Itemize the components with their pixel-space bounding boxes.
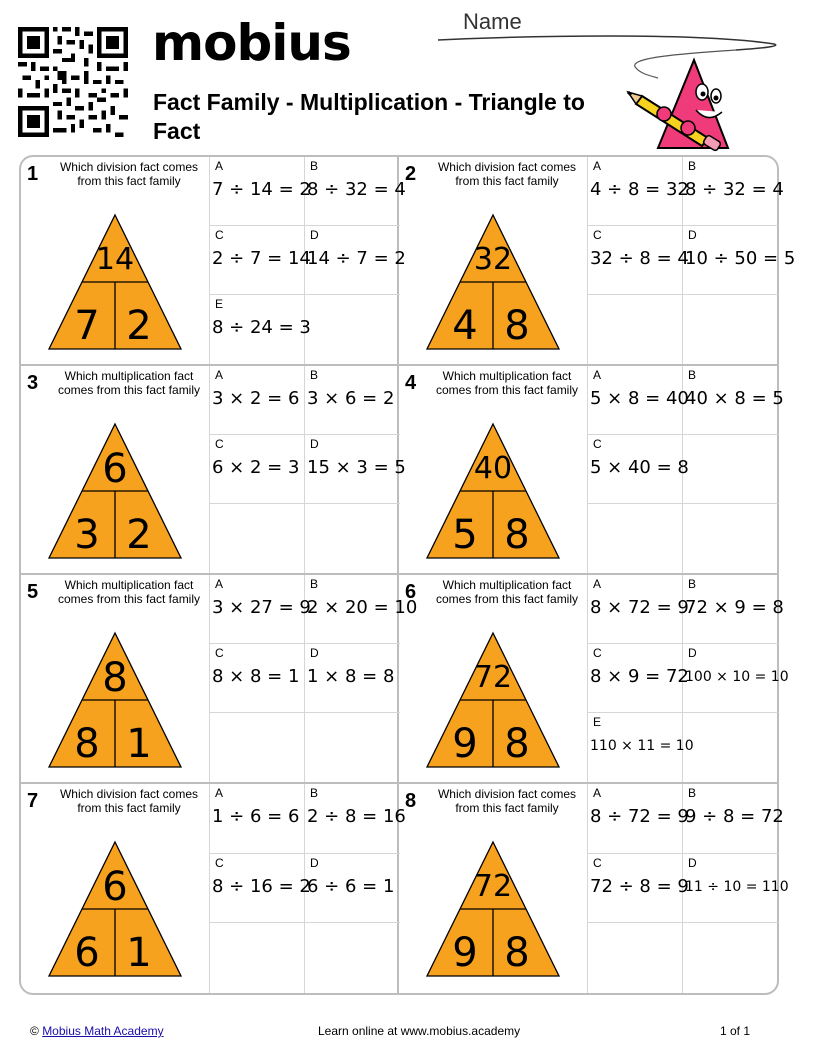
option-letter: B	[310, 786, 319, 800]
triangle-left-number: 9	[452, 721, 478, 767]
triangle-right-number: 2	[126, 512, 152, 558]
question-number: 8	[405, 790, 417, 812]
option-letter: C	[215, 855, 224, 870]
question-cell	[21, 157, 406, 366]
question-cell	[21, 575, 418, 784]
answer-option[interactable]	[683, 366, 784, 435]
question-prompt: Which division fact comes from this fact family	[437, 787, 577, 815]
option-equation: 8 × 9 = 72	[590, 666, 689, 687]
copyright-symbol: ©	[30, 1024, 39, 1038]
option-equation: 2 ÷ 7 = 14	[212, 248, 311, 269]
empty-option-slot	[210, 504, 305, 573]
option-letter: A	[215, 159, 224, 173]
option-letter: D	[688, 228, 697, 242]
option-letter: D	[310, 646, 319, 660]
answer-option[interactable]	[588, 644, 689, 713]
qr-code	[18, 27, 128, 137]
mascot-illustration	[612, 40, 742, 160]
option-equation: 3 × 2 = 6	[212, 388, 300, 409]
answer-option[interactable]	[210, 435, 305, 504]
question-cell	[399, 366, 784, 575]
option-letter: C	[215, 437, 224, 451]
triangle-right-number: 1	[126, 721, 152, 767]
question-prompt: Which division fact comes from this fact family	[59, 160, 199, 188]
option-letter: C	[215, 646, 224, 660]
option-equation: 8 × 8 = 1	[212, 666, 300, 687]
question-cell	[399, 157, 796, 366]
answer-options	[587, 366, 784, 573]
question-number: 7	[27, 790, 39, 812]
triangle-left-number: 6	[74, 930, 100, 976]
option-equation: 32 ÷ 8 = 4	[590, 248, 689, 269]
triangle-left-number: 7	[74, 303, 100, 349]
triangle-top-number: 8	[102, 655, 128, 701]
option-letter: A	[593, 786, 602, 800]
answer-option[interactable]	[683, 854, 789, 924]
answer-option[interactable]	[588, 366, 689, 435]
triangle-top-number: 6	[102, 446, 128, 492]
option-equation: 9 ÷ 8 = 72	[685, 806, 784, 827]
answer-option[interactable]	[210, 226, 311, 295]
option-letter: A	[593, 368, 602, 382]
answer-option[interactable]	[588, 854, 689, 924]
option-equation: 8 ÷ 32 = 4	[685, 179, 784, 200]
answer-options	[209, 366, 406, 573]
question-number: 3	[27, 372, 39, 394]
learn-online-text: Learn online at www.mobius.academy	[318, 1024, 521, 1038]
option-equation: 110 × 11 = 10	[590, 738, 694, 754]
fact-family-triangle	[47, 840, 183, 978]
answer-option[interactable]	[305, 575, 418, 644]
triangle-left-number: 4	[452, 303, 478, 349]
option-equation: 1 × 8 = 8	[307, 666, 395, 687]
answer-option[interactable]	[210, 854, 311, 924]
empty-option-slot	[305, 923, 400, 993]
empty-option-slot	[210, 713, 305, 782]
option-letter: D	[688, 855, 697, 870]
empty-option-slot	[683, 713, 778, 782]
triangle-top-number: 32	[473, 242, 513, 277]
answer-option[interactable]	[588, 575, 689, 644]
answer-option[interactable]	[588, 435, 689, 504]
answer-option[interactable]	[210, 366, 305, 435]
answer-option[interactable]	[588, 713, 694, 782]
option-equation: 8 ÷ 16 = 2	[212, 875, 311, 897]
option-letter: E	[593, 715, 602, 729]
answer-option[interactable]	[588, 784, 689, 854]
empty-option-slot	[588, 295, 683, 364]
triangle-top-number: 14	[95, 242, 135, 277]
option-letter: B	[688, 577, 697, 591]
option-letter: A	[593, 577, 602, 591]
question-prompt: Which multiplication fact comes from this fact family	[435, 578, 579, 606]
option-letter: D	[688, 646, 697, 660]
question-number: 4	[405, 372, 417, 394]
option-letter: C	[215, 228, 224, 242]
answer-options	[209, 157, 406, 364]
triangle-left-number: 3	[74, 512, 100, 558]
worksheet-title: Fact Family - Multiplication - Triangle to Fact	[153, 89, 585, 144]
empty-option-slot	[683, 504, 778, 573]
option-equation: 3 × 6 = 2	[307, 388, 395, 409]
mobius-logo	[152, 14, 351, 72]
answer-option[interactable]	[305, 226, 406, 295]
option-equation: 8 × 72 = 9	[590, 597, 689, 618]
option-equation: 2 × 20 = 10	[307, 597, 418, 618]
option-equation: 6 ÷ 6 = 1	[307, 875, 395, 897]
mobius-academy-link[interactable]: Mobius Math Academy	[42, 1024, 164, 1038]
empty-option-slot	[305, 295, 400, 364]
answer-option[interactable]	[305, 854, 400, 924]
empty-option-slot	[683, 295, 778, 364]
question-prompt: Which division fact comes from this fact family	[437, 160, 577, 188]
answer-options	[587, 575, 789, 782]
option-letter: D	[310, 855, 319, 870]
logo-text: mobius	[152, 14, 351, 72]
question-cell	[399, 784, 789, 993]
option-equation: 15 × 3 = 5	[307, 457, 406, 478]
answer-option[interactable]	[683, 644, 789, 713]
fact-family-triangle	[425, 213, 561, 351]
option-equation: 4 ÷ 8 = 32	[590, 179, 689, 200]
option-letter: E	[215, 297, 224, 311]
triangle-top-number: 40	[473, 451, 513, 486]
triangle-right-number: 8	[504, 930, 530, 976]
answer-option[interactable]	[588, 157, 689, 226]
empty-option-slot	[305, 713, 400, 782]
answer-option[interactable]	[210, 784, 305, 854]
option-letter: B	[310, 577, 319, 591]
option-letter: B	[688, 159, 697, 173]
fact-family-triangle	[425, 422, 561, 560]
triangle-top-number: 72	[473, 660, 513, 695]
answer-option[interactable]	[305, 644, 400, 713]
answer-option[interactable]	[683, 784, 784, 854]
option-equation: 7 ÷ 14 = 2	[212, 179, 311, 200]
answer-option[interactable]	[683, 575, 784, 644]
triangle-left-number: 9	[452, 930, 478, 976]
option-equation: 3 × 27 = 9	[212, 597, 311, 618]
question-number: 5	[27, 581, 39, 603]
empty-option-slot	[683, 923, 778, 993]
option-letter: A	[215, 577, 224, 591]
question-prompt: Which multiplication fact comes from this fact family	[57, 369, 201, 397]
option-equation: 8 ÷ 32 = 4	[307, 179, 406, 200]
answer-option[interactable]	[588, 226, 689, 295]
triangle-left-number: 8	[74, 721, 100, 767]
question-number: 1	[27, 163, 39, 185]
option-equation: 2 ÷ 8 = 16	[307, 806, 406, 827]
page-count: 1 of 1	[720, 1024, 751, 1038]
option-letter: D	[310, 437, 319, 451]
option-letter: A	[215, 786, 224, 800]
answer-option[interactable]	[210, 295, 311, 364]
option-letter: B	[310, 368, 319, 382]
triangle-top-number: 6	[102, 864, 128, 910]
option-equation: 11 ÷ 10 = 110	[685, 878, 789, 895]
fact-family-triangle	[47, 422, 183, 560]
fact-family-triangle	[47, 213, 183, 351]
answer-option[interactable]	[305, 435, 406, 504]
option-equation: 8 ÷ 72 = 9	[590, 806, 689, 827]
empty-option-slot	[588, 504, 683, 573]
option-letter: C	[593, 855, 602, 870]
question-number: 2	[405, 163, 417, 185]
option-letter: C	[593, 437, 602, 451]
triangle-right-number: 1	[126, 930, 152, 976]
answer-options	[209, 784, 406, 993]
answer-option[interactable]	[210, 157, 311, 226]
answer-options	[209, 575, 418, 782]
option-letter: B	[688, 786, 697, 800]
option-equation: 1 ÷ 6 = 6	[212, 806, 300, 827]
triangle-right-number: 8	[504, 303, 530, 349]
question-prompt: Which multiplication fact comes from this fact family	[57, 578, 201, 606]
empty-option-slot	[683, 435, 778, 504]
name-label: Name	[463, 9, 522, 34]
question-prompt: Which multiplication fact comes from this fact family	[435, 369, 579, 397]
option-letter: A	[215, 368, 224, 382]
option-equation: 6 × 2 = 3	[212, 457, 300, 478]
question-cell	[399, 575, 789, 784]
question-prompt: Which division fact comes from this fact family	[59, 787, 199, 815]
empty-option-slot	[305, 504, 400, 573]
triangle-right-number: 2	[126, 303, 152, 349]
question-cell	[21, 784, 406, 993]
empty-option-slot	[588, 923, 683, 993]
option-equation: 100 × 10 = 10	[685, 669, 789, 685]
question-number: 6	[405, 581, 417, 603]
empty-option-slot	[210, 923, 305, 993]
answer-option[interactable]	[305, 157, 406, 226]
option-equation: 72 ÷ 8 = 9	[590, 875, 689, 897]
answer-options	[587, 157, 796, 364]
option-equation: 40 × 8 = 5	[685, 388, 784, 409]
question-cell	[21, 366, 406, 575]
option-letter: A	[593, 159, 602, 173]
triangle-left-number: 5	[452, 512, 478, 558]
answer-option[interactable]	[305, 366, 400, 435]
answer-option[interactable]	[210, 575, 311, 644]
triangle-right-number: 8	[504, 721, 530, 767]
answer-option[interactable]	[305, 784, 406, 854]
fact-family-triangle	[425, 631, 561, 769]
answer-option[interactable]	[210, 644, 305, 713]
option-letter: C	[593, 228, 602, 242]
fact-family-triangle	[47, 631, 183, 769]
option-equation: 72 × 9 = 8	[685, 597, 784, 618]
option-equation: 5 × 40 = 8	[590, 457, 689, 478]
answer-option[interactable]	[683, 157, 784, 226]
copyright	[30, 1024, 164, 1038]
option-equation: 5 × 8 = 40	[590, 388, 689, 409]
option-equation: 8 ÷ 24 = 3	[212, 317, 311, 338]
option-letter: D	[310, 228, 319, 242]
triangle-right-number: 8	[504, 512, 530, 558]
fact-family-triangle	[425, 840, 561, 978]
question-grid	[19, 155, 796, 995]
answer-options	[587, 784, 789, 993]
triangle-top-number: 72	[473, 869, 513, 904]
option-letter: B	[688, 368, 697, 382]
answer-option[interactable]	[683, 226, 796, 295]
option-letter: C	[593, 646, 602, 660]
option-equation: 10 ÷ 50 = 5	[685, 248, 796, 269]
option-letter: B	[310, 159, 319, 173]
option-equation: 14 ÷ 7 = 2	[307, 248, 406, 269]
